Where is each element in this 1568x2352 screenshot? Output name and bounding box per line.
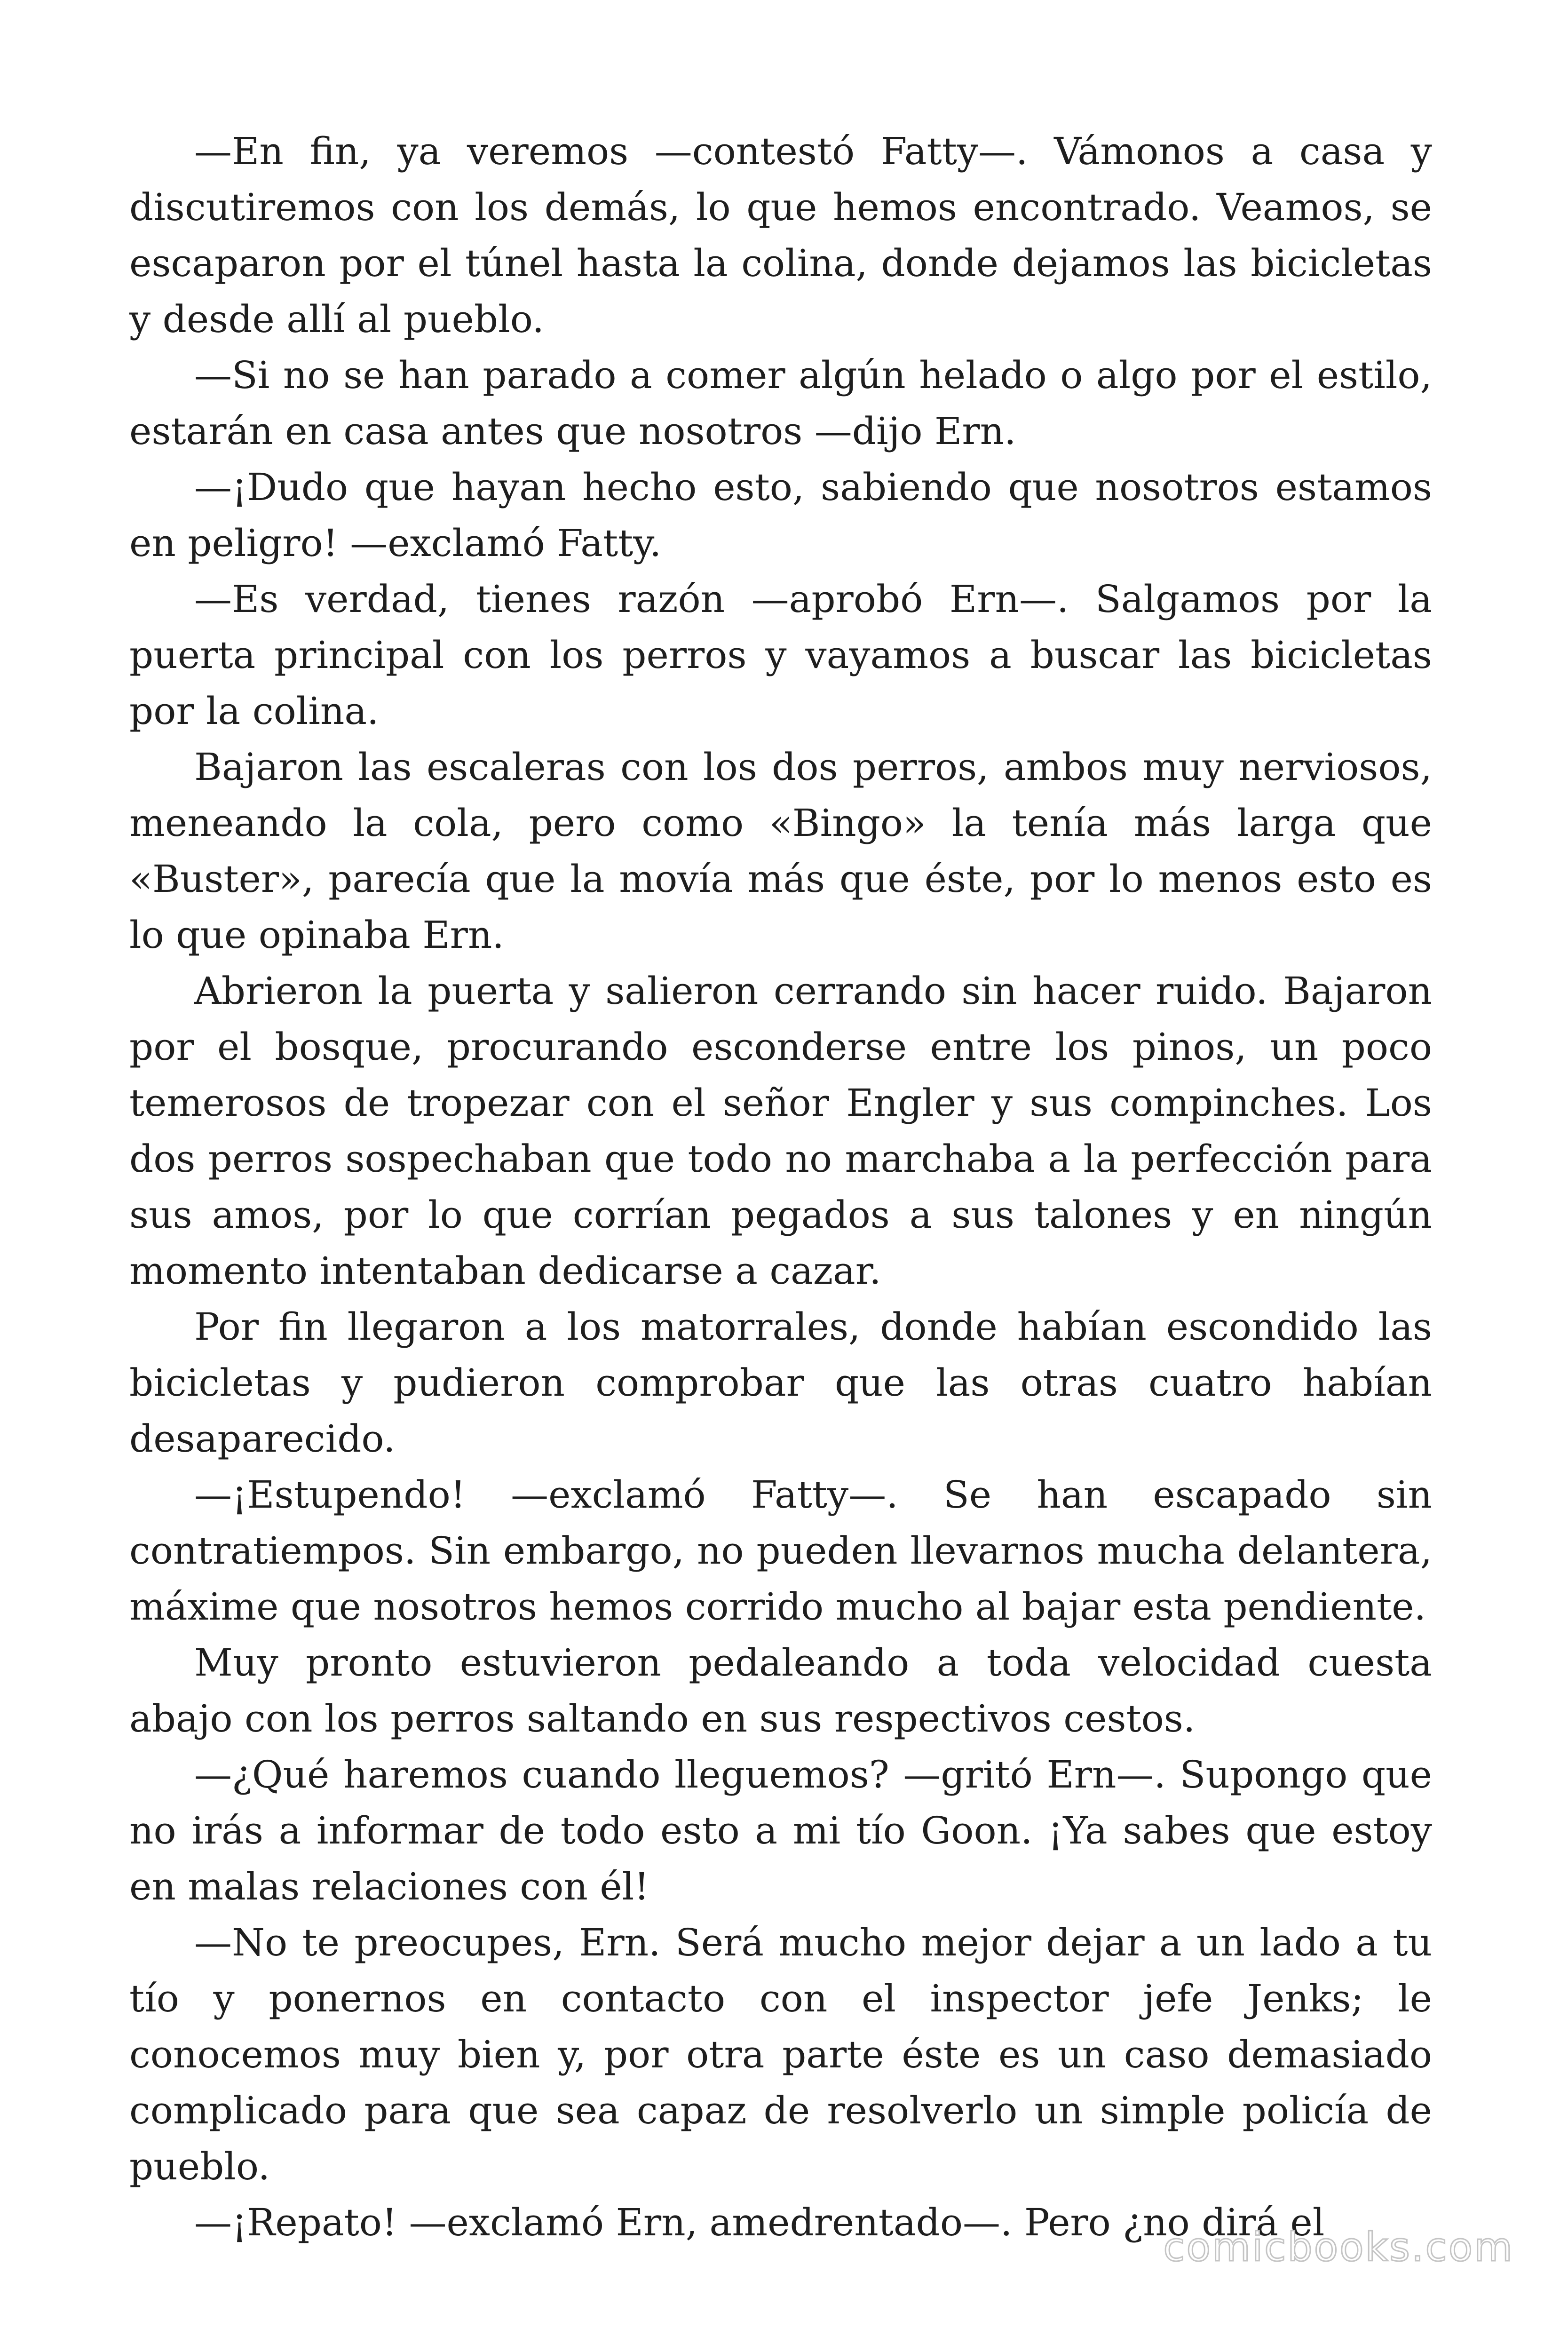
paragraph: —En fin, ya veremos —contestó Fatty—. Vámonos a casa y discutiremos con los demás, lo que hemos encontrado. Veamos, se escaparon por el túnel hasta la colina, donde dejamos las bicicletas y desde allí al pueblo. — [129, 129, 1432, 341]
paragraph: —¡Repato! —exclamó Ern, amedrentado—. Pero ¿no dirá el — [194, 2201, 1325, 2244]
paragraph: Por fin llegaron a los matorrales, donde habían escondido las bicicletas y pudieron comprobar que las otras cuatro habían desaparecido. — [129, 1305, 1432, 1461]
paragraph: —¡Dudo que hayan hecho esto, sabiendo que nosotros estamos en peligro! —exclamó Fatty. — [129, 465, 1432, 565]
paragraph: —¿Qué haremos cuando lleguemos? —gritó Ern—. Supongo que no irás a informar de todo esto a mi tío Goon. ¡Ya sabes que estoy en malas relaciones con él! — [129, 1753, 1432, 1908]
paragraph: —No te preocupes, Ern. Será mucho mejor dejar a un lado a tu tío y ponernos en contacto con el inspector jefe Jenks; le conocemos muy bien y, por otra parte éste es un caso demasiado complicado para que sea capaz de resolverlo un simple policía de pueblo. — [129, 1921, 1432, 2188]
paragraph: —Es verdad, tienes razón —aprobó Ern—. Salgamos por la puerta principal con los perros y vayamos a buscar las bicicletas por la colina. — [129, 577, 1432, 733]
paragraph: —¡Estupendo! —exclamó Fatty—. Se han escapado sin contratiempos. Sin embargo, no pueden llevarnos mucha delantera, máxime que nosotros hemos corrido mucho al bajar esta pendiente. — [129, 1473, 1432, 1629]
paragraph: Abrieron la puerta y salieron cerrando sin hacer ruido. Bajaron por el bosque, procurando esconderse entre los pinos, un poco temerosos de tropezar con el señor Engler y sus compinches. Los dos perros sospechaban que todo no marchaba a la perfección para sus amos, por lo que corrían pegados a sus talones y en ningún momento intentaban dedicarse a cazar. — [129, 969, 1432, 1293]
paragraph: —Si no se han parado a comer algún helado o algo por el estilo, estarán en casa antes que nosotros —dijo Ern. — [129, 353, 1432, 453]
paragraph: Muy pronto estuvieron pedaleando a toda velocidad cuesta abajo con los perros saltando en sus respectivos cestos. — [129, 1641, 1432, 1740]
body-text — [129, 123, 1432, 2250]
watermark: comicbooks.com — [1163, 2224, 1514, 2270]
paragraph: Bajaron las escaleras con los dos perros, ambos muy nerviosos, meneando la cola, pero como «Bingo» la tenía más larga que «Buster», parecía que la movía más que éste, por lo menos esto es lo que opinaba Ern. — [129, 745, 1432, 957]
